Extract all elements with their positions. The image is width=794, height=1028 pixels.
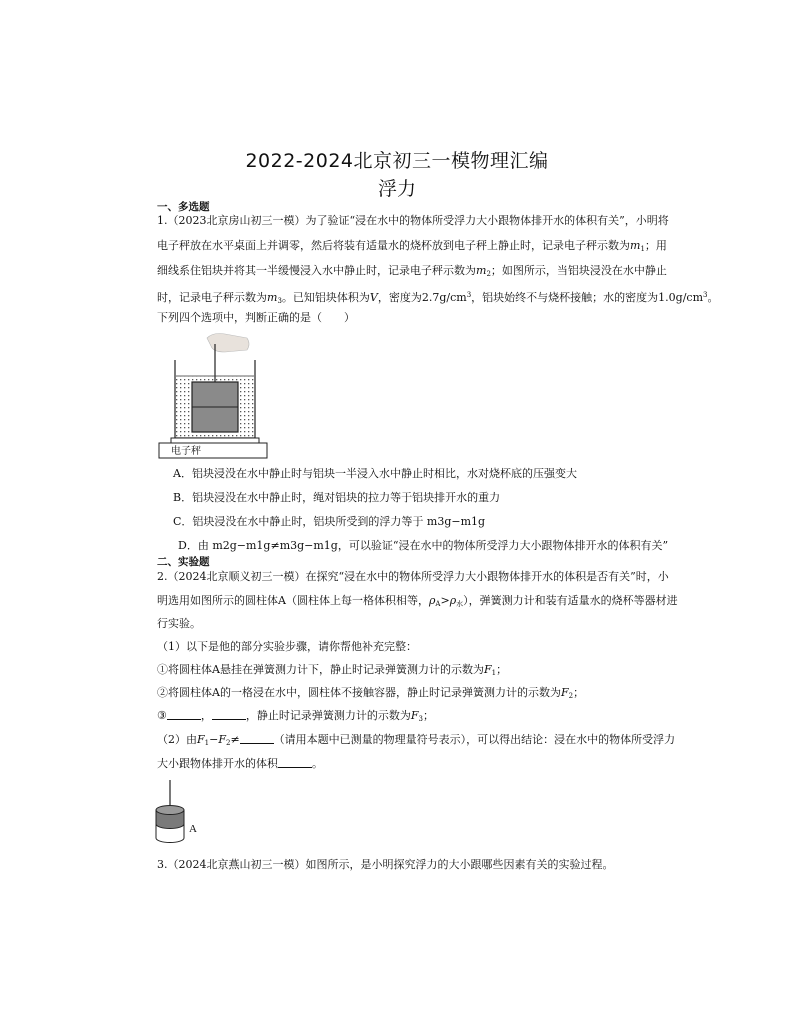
- section-heading-experiment: 二、实验题: [157, 556, 210, 568]
- q2-part-2-line-1: （2）由$F_1-F_2\ne$ （请用本题中已测量的物理量符号表示），可以得出结论：浸在水中的物体所受浮力: [157, 733, 676, 747]
- cylinder-a-figure: [152, 780, 212, 850]
- q2-line-1: 2.（2024北京顺义初三一模）在探究“浸在水中的物体所受浮力大小跟物体排开水的体积是否有关”时，小: [157, 570, 669, 583]
- answer-blank-4[interactable]: [278, 757, 312, 768]
- q1-line-4: 时，记录电子秤示数为$m_3$。已知铝块体积为V，密度为$2.7g/cm^3$，铝块始终不与烧杯接触；水的密度为$1.0g/cm^3$。: [157, 291, 719, 305]
- document-subtitle: 浮力: [377, 178, 416, 200]
- document-title: 2022-2024北京初三一模物理汇编: [245, 150, 549, 172]
- option-b[interactable]: B．铝块浸没在水中静止时，绳对铝块的拉力等于铝块排开水的重力: [173, 491, 501, 504]
- q2-step-3: ③ ， ，静止时记录弹簧测力计的示数为$F_3$；: [157, 709, 434, 723]
- question-3: 3.（2024北京燕山初三一模）如图所示，是小明探究浮力的大小跟哪些因素有关的实验过程。: [157, 858, 614, 871]
- q2-step-1: ①将圆柱体A悬挂在弹簧测力计下，静止时记录弹簧测力计的示数为$F_1$；: [157, 663, 508, 677]
- answer-blank-1[interactable]: [167, 709, 201, 720]
- scale-pan: [171, 438, 259, 443]
- cylinder-label: A: [189, 823, 197, 835]
- option-c[interactable]: C．铝块浸没在水中静止时，铝块所受到的浮力等于 m3g−m1g: [173, 515, 486, 528]
- q2-step-intro: （1）以下是他的部分实验步骤，请你帮他补充完整：: [157, 640, 417, 653]
- option-d[interactable]: D．由 m2g−m1g≠m3g−m1g，可以验证“浸在水中的物体所受浮力大小跟物体排开水的体积有关”: [178, 539, 669, 552]
- q1-line-2: 电子秤放在水平桌面上并调零，然后将装有适量水的烧杯放到电子秤上静止时，记录电子秤示数为$m_1$；用: [157, 239, 667, 253]
- q1-line-1: 1.（2023北京房山初三一模）为了验证“浸在水中的物体所受浮力大小跟物体排开水的体积有关”，小明将: [157, 214, 669, 227]
- hand-icon: [207, 334, 249, 353]
- cylinder-top: [156, 806, 184, 815]
- q1-line-3: 细线系住铝块并将其一半缓慢浸入水中静止时，记录电子秤示数为$m_2$；如图所示，当铝块浸没在水中静止: [157, 264, 667, 278]
- section-heading-multiple-choice: 一、多选题: [157, 201, 210, 213]
- answer-blank-3[interactable]: [240, 733, 274, 744]
- q2-step-2: ②将圆柱体A的一格浸在水中，圆柱体不接触容器，静止时记录弹簧测力计的示数为$F_2$；: [157, 686, 585, 700]
- q2-line-3: 行实验。: [157, 617, 201, 630]
- q2-part-2-line-2: 大小跟物体排开水的体积 。: [157, 757, 323, 770]
- option-a[interactable]: A．铝块浸没在水中静止时与铝块一半浸入水中静止时相比，水对烧杯底的压强变大: [173, 467, 577, 480]
- q1-line-5: 下列四个选项中，判断正确的是（ ）: [157, 311, 355, 324]
- answer-blank-2[interactable]: [212, 709, 246, 720]
- scale-label: 电子秤: [171, 446, 201, 457]
- beaker-scale-figure: [155, 330, 265, 460]
- q2-line-2: 明选用如图所示的圆柱体A（圆柱体上每一格体积相等，$\rho_A>\rho_水$），弹簧测力计和装有适量水的烧杯等器材进: [157, 594, 678, 608]
